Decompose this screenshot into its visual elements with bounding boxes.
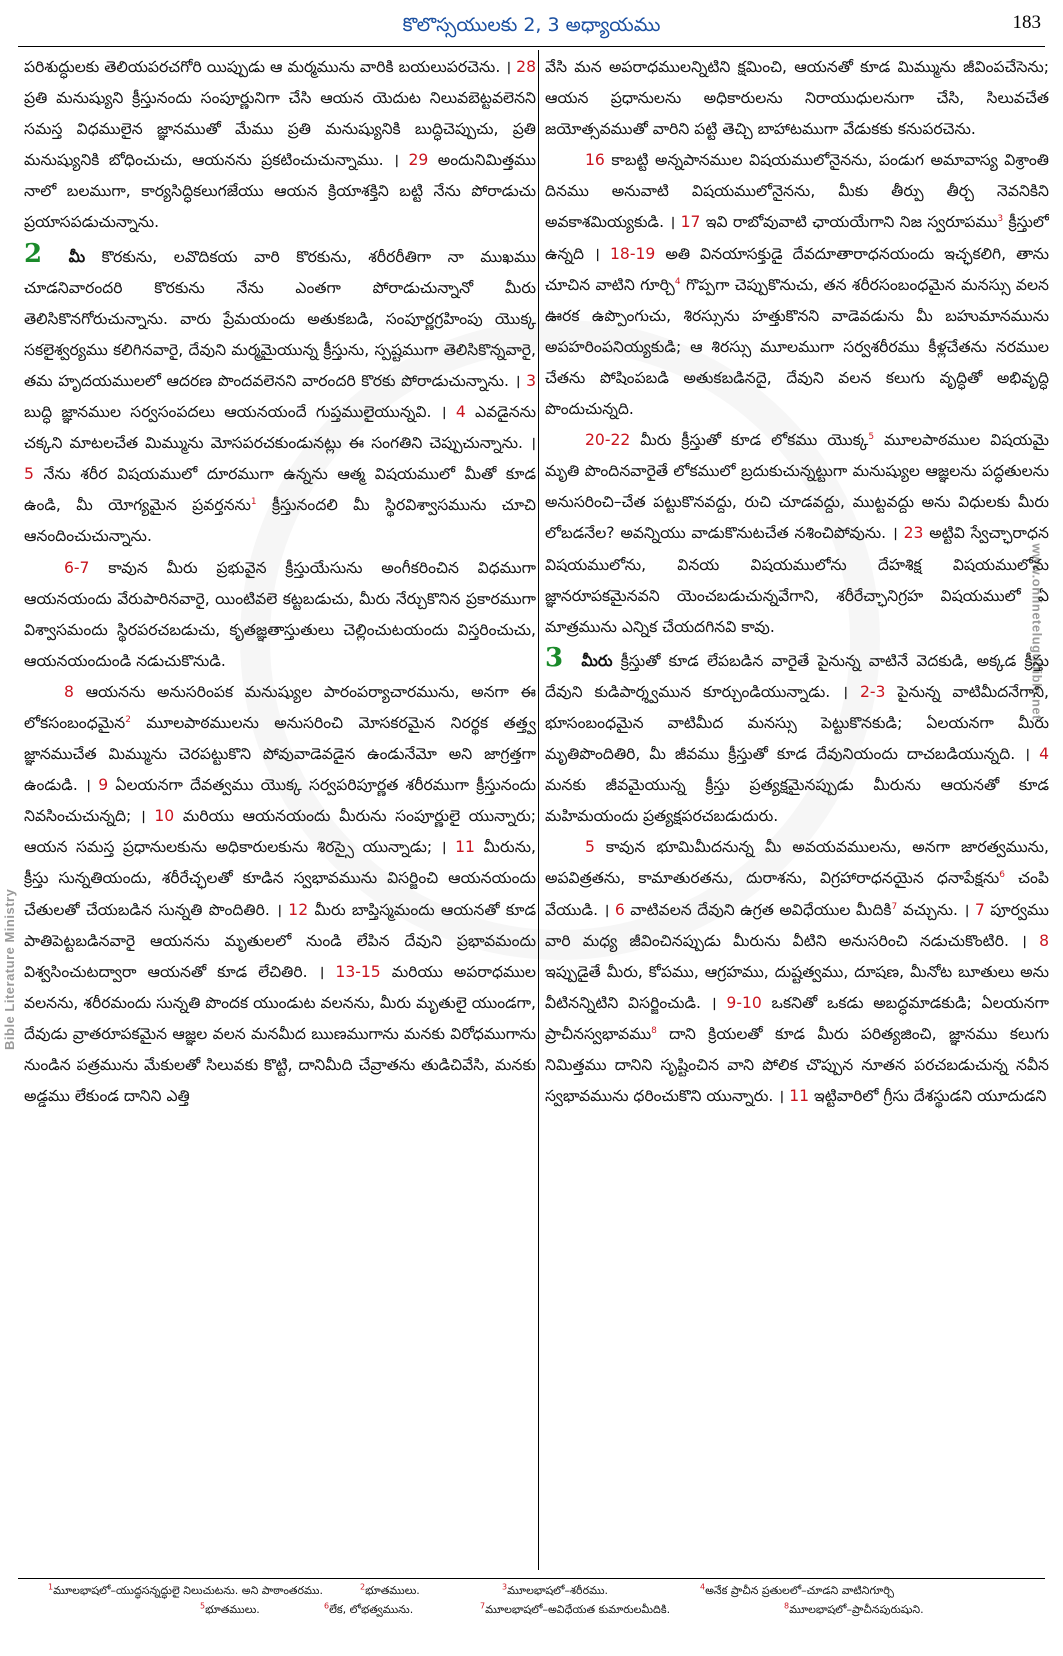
verse-number: 13-15: [335, 962, 381, 981]
verse-text: ఇట్టివారిలో గ్రీసు దేశస్థుడని యూదుడని: [814, 1087, 1047, 1106]
verse-number: 3: [526, 371, 536, 390]
verse-number: 4: [455, 403, 466, 422]
verse-text: కావున మీరు ప్రభువైన క్రీస్తుయేసును అంగీకరించిన విధముగా ఆయనయందు వేరుపారినవారై, యింటివలె కట్టబడుచు, మీరు నేర్చుకొనిన ప్రకారముగా విశ్వాసమందు స్థిరపరచబడుచు, కృతజ్ఞతాస్తుతులు చెల్లించుటయందు విస్తరించుచు, ఆయనయందుండి నడుచుకొనుడి.: [24, 558, 536, 670]
footnote: $^4$అనేక ప్రాచీన ప్రతులలో–చూడని వాటినిగూర్చి: [700, 1582, 894, 1597]
chapter-number: 3: [545, 642, 564, 673]
verse-number: 7: [974, 900, 985, 919]
verse-number: 5: [24, 465, 34, 484]
verse-text: మూలపాఠములను అనుసరించి మోసకరమైన నిరర్థక తత్త్వ జ్ఞానముచేత మిమ్మును చెరపట్టుకొని పోవువాడెవడైన ఉండునేమో అని జాగ్రత్తగా ఉండుడి. ।: [24, 713, 536, 795]
verse-text: దాని క్రియలతో కూడ మీరు పరిత్యజించి, జ్ఞానము కలుగు నిమిత్తము దానిని సృష్టించిన వాని పోలిక చొప్పున నూతన పరచబడుచున్న నవీన స్వభావమును ధరించుకొని యున్నారు. ।: [545, 1024, 1049, 1106]
verse-text: నేను శరీర విషయములో దూరముగా ఉన్నను ఆత్మ విషయములో మీతో కూడ ఉండి, మీ యోగ్యమైన ప్రవర్తనను: [24, 465, 536, 515]
footnote: $^5$భూతములు.: [200, 1601, 260, 1616]
verse-number: 2-3: [859, 682, 886, 701]
paragraph: [24, 553, 536, 677]
verse-number: 11: [789, 1087, 810, 1106]
footnote-marker: 3: [997, 214, 1004, 225]
page-number: 183: [1012, 12, 1041, 33]
footnote-marker: 6: [999, 870, 1006, 881]
paragraph: [545, 643, 1049, 833]
verse-number: 8: [1039, 931, 1049, 950]
verse-text: వచ్చును. ।: [902, 900, 970, 919]
verse-number: 10: [154, 807, 175, 826]
paragraph: [545, 425, 1049, 643]
side-text-left: Bible Literature Ministry: [2, 888, 17, 1050]
verse-number: 20-22: [585, 431, 631, 450]
footnote-marker: 5: [868, 431, 875, 442]
verse-text: అందునిమిత్తము నాలో బలముగా, కార్యసిద్ధికలుగజేయు ఆయన క్రియాశక్తిని బట్టి నేను పోరాడుచు ప్రయాసపడుచున్నాను.: [24, 151, 536, 232]
paragraph: [545, 52, 1049, 145]
verse-text: మూలపాఠముల విషయమై మృతి పొందినవారైతే లోకములో బ్రదుకుచున్నట్టుగా మనుష్యుల ఆజ్ఞలను పద్ధతులను అనుసరించి–చేత పట్టుకొనవద్దు, రుచి చూడవద్దు, ముట్టవద్దు అను విధులకు మీరు లోబడనేల? అవన్నియు వాడుకొనుటచేత నశించిపోవును. ।: [545, 431, 1049, 543]
verse-number: 9: [98, 776, 109, 795]
verse-text: బుద్ధి జ్ఞానముల సర్వసంపదలు ఆయనయందే గుప్తములైయున్నవి. ।: [24, 403, 447, 422]
page-title: కొలొస్సయులకు 2, 3 అధ్యాయము: [402, 14, 661, 36]
footnote-rule: [18, 1578, 1045, 1579]
footnote-marker: 2: [125, 714, 131, 725]
verse-text: మనకు జీవమైయున్న క్రీస్తు ప్రత్యక్షమైనప్పుడు మీరును ఆయనతో కూడ మహిమయందు ప్రత్యక్షపరచబడుదురు.: [545, 776, 1049, 826]
verse-text: చంపి వేయుడి. ।: [545, 869, 1049, 919]
verse-number: 12: [288, 900, 309, 919]
footnote: $^8$మూలభాషలో–ప్రాచీనపురుషుని.: [784, 1601, 924, 1616]
verse-text: ఆయనను అనుసరింపక మనుష్యుల పారంపర్యాచారమును, అనగా ఈ లోకసంబంధమైన: [24, 682, 536, 732]
verse-number: 28: [516, 58, 536, 76]
verse-text: మీరు బాప్తిస్మమందు ఆయనతో కూడ పాతిపెట్టబడినవారై ఆయనను మృతులలో నుండి లేపిన దేవుని ప్రభావమందు విశ్వసించుటద్వారా ఆయనతో కూడ లేచితిరి. ।: [24, 900, 536, 981]
verse-text: వాటివలన దేవుని ఉగ్రత అవిధేయుల మీదికి: [630, 900, 892, 919]
footnote-marker: 8: [651, 1025, 657, 1036]
side-text-right: www.onlinetelugubible.net: [1030, 543, 1045, 720]
paragraph: [24, 52, 536, 239]
paragraph: [24, 239, 536, 553]
verse-number: 18-19: [610, 244, 656, 263]
footnote: $^6$లేక, లోభత్వమును.: [324, 1601, 414, 1616]
verse-text: ఏలయనగా దేవత్వము యొక్క సర్వపరిపూర్ణత శరీరముగా క్రీస్తునందు నివసించుచున్నది; ।: [24, 776, 536, 826]
footnote: $^3$మూలభాషలో–శరీరము.: [502, 1582, 609, 1597]
verse-text: ఎవడైనను చక్కని మాటలచేత మిమ్మును మోసపరచకుండునట్లు ఈ సంగతిని చెప్పుచున్నాను. ।: [24, 403, 536, 453]
chapter-first-word: మీరు: [581, 651, 613, 670]
verse-text: పైనున్న వాటిమీదనేగాని, భూసంబంధమైన వాటిమీద మనస్సు పెట్టుకొనకుడి; ఏలయనగా మీరు మృతిపొందితిరి, మీ జీవము క్రీస్తుతో కూడ దేవునియందు దాచబడియున్నది. ।: [545, 682, 1049, 764]
footnote: $^1$మూలభాషలో–యుద్ధసన్నద్ధులై నిలుచుటను. అని పాఠాంతరము.: [48, 1582, 323, 1597]
verse-text: ఇవి రాబోవువాటి ఛాయయేగాని నిజ స్వరూపము: [705, 213, 998, 232]
verse-number: 9-10: [726, 993, 762, 1012]
verse-number: 4: [1039, 745, 1049, 764]
verse-text: క్రీస్తునందలి మీ స్థిరవిశ్వాసమును చూచి ఆనందించుచున్నాను.: [24, 496, 536, 546]
footnote: $^2$భూతములు.: [360, 1582, 420, 1597]
paragraph: [545, 832, 1049, 1112]
verse-number: 23: [903, 524, 924, 543]
verse-number: 16: [585, 151, 605, 170]
chapter-first-word: మీ: [68, 247, 86, 266]
page-header: [0, 4, 1063, 44]
verse-number: 17: [680, 213, 701, 232]
verse-text: మీరును, క్రీస్తు సున్నతియందు, శరీరేచ్ఛలతో కూడిన స్వభావమును విసర్జించి ఆయనయందు చేతులతో చేయబడిన సున్నతి పొందితిరి. ।: [24, 838, 536, 919]
verse-text: మరియు ఆయనయందు మీరును సంపూర్ణులై యున్నారు; ఆయన సమస్త ప్రధానులకును అధికారులకును శిరస్సై యున్నాడు; ।: [24, 807, 536, 857]
verse-text: క్రీస్తులో ఉన్నది ।: [545, 213, 1049, 263]
verse-text: మీరు క్రీస్తుతో కూడ లోకము యొక్క: [640, 431, 869, 450]
verse-text: కావున భూమిమీదనున్న మీ అవయవములను, అనగా జారత్వమును, అపవిత్రతను, కామాతురతను, దురాశను, విగ్రహారాధనయైన ధనాపేక్షను: [545, 838, 1049, 888]
verse-text: పూర్వము వారి మధ్య జీవించినప్పుడు మీరును వీటిని అనుసరించి నడుచుకొంటిరి. ।: [545, 900, 1049, 950]
verse-number: 11: [455, 838, 475, 857]
verse-number: 6-7: [64, 558, 90, 577]
footnote-marker: 4: [674, 276, 681, 287]
right-column: [545, 52, 1049, 1572]
verse-number: 6: [614, 900, 625, 919]
column-divider: [538, 50, 539, 1570]
verse-text: గొప్పగా చెప్పుకొనుచు, తన శరీరసంబంధమైన మనస్సు వలన ఊరక ఉప్పొంగుచు, శిరస్సును హత్తుకొనని వాడెవడును మీ బహుమానమును అపహరింపనియ్యకుడి; ఆ శిరస్సు మూలముగా సర్వశరీరము కీళ్లచేతను నరముల చేతను పోషింపబడి అతుకబడినదై, దేవుని వలన కలుగు వృద్ధితో అభివృద్ధి పొందుచున్నది.: [545, 275, 1049, 419]
verse-number: 5: [585, 838, 595, 857]
verse-text: అట్టివి స్వేచ్ఛారాధన విషయములోను, వినయ విషయములోను దేహశిక్ష విషయములోను జ్ఞానరూపకమైనవని యెంచబడుచున్నవేగాని, శరీరేచ్ఛానిగ్రహ విషయములో ఏ మాత్రమును ఎన్నిక చేయదగినవి కావు.: [545, 524, 1049, 636]
chapter-number: 2: [24, 238, 43, 269]
footnote-marker: 1: [250, 497, 257, 508]
verse-text: ఇప్పుడైతే మీరు, కోపము, ఆగ్రహము, దుష్టత్వము, దూషణ, మీనోట బూతులు అను వీటినన్నిటిని విసర్జించుడి. ।: [545, 962, 1049, 1012]
verse-text: వేసి మన అపరాధములన్నిటిని క్షమించి, ఆయనతో కూడ మిమ్మును జీవింపచేసెను; ఆయన ప్రధానులను అధికారులను నిరాయుధులనుగా చేసి, సిలువచేత జయోత్సవముతో వారిని పట్టి తెచ్చి బాహాటముగా వేడుకకు కనుపరచెను.: [545, 58, 1049, 139]
left-column: [24, 52, 536, 1572]
verse-text: కొరకును, లవొదికయ వారి కొరకును, శరీరరీతిగా నా ముఖము చూడనివారందరి కొరకును నేను ఎంతగా పోరాడుచున్నానో మీరు తెలిసికొనగోరుచున్నాను. వారు ప్రేమయందు అతుకబడి, సంపూర్ణగ్రహింపు యొక్క సకలైశ్వర్యము కలిగినవారై, దేవుని మర్మమైయున్న క్రీస్తును, స్పష్టముగా తెలిసికొన్నవారై, తమ హృదయములలో ఆదరణ పొందవలెనని వారందరి కొరకు పోరాడుచున్నాను. ।: [24, 247, 536, 390]
footnote: $^7$మూలభాషలో–అవిధేయత కుమారులమీదికి.: [480, 1601, 671, 1616]
paragraph: [24, 677, 536, 1112]
footnotes: [24, 1582, 1044, 1620]
verse-number: 8: [64, 682, 74, 701]
verse-text: క్రీస్తుతో కూడ లేపబడిన వారైతే పైనున్న వాటినే వెదకుడి, అక్కడ క్రీస్తు దేవుని కుడిపార్శ్వమున కూర్చుండియున్నాడు. ।: [545, 651, 1049, 701]
verse-text: ప్రతి మనుష్యుని క్రీస్తునందు సంపూర్ణునిగా చేసి ఆయన యెదుట నిలువబెట్టవలెనని సమస్త విధములైన జ్ఞానముతో మేము ప్రతి మనుష్యునికి బుద్ధిచెప్పుచు, ప్రతి మనుష్యునికి బోధించుచు, ఆయనను ప్రకటించుచున్నాము. ।: [24, 89, 536, 170]
header-rule: [18, 46, 1045, 47]
paragraph: [545, 145, 1049, 425]
verse-number: 29: [408, 151, 429, 170]
verse-text: కాబట్టి అన్నపానముల విషయములోనైనను, పండుగ అమావాస్య విశ్రాంతి దినము అనువాటి విషయములోనైనను, మీకు తీర్పు తీర్చ నెవనికిని అవకాశమియ్యకుడి. ।: [545, 151, 1049, 232]
verse-text: మరియు అపరాధముల వలనను, శరీరమందు సున్నతి పొందక యుండుట వలనను, మీరు మృతులై యుండగా, దేవుడు వ్రాతరూపకమైన ఆజ్ఞల వలన మనమీద ఋణముగాను మనకు విరోధముగాను నుండిన పత్రమును మేకులతో సిలువకు కొట్టి, దానిమీది చేవ్రాతను తుడిచివేసి, మనకు అడ్డము లేకుండ దానిని ఎత్తి: [24, 962, 536, 1106]
verse-text: ఒకనితో ఒకడు అబద్ధమాడకుడి; ఏలయనగా ప్రాచీనస్వభావము: [545, 993, 1049, 1043]
verse-text: అతి వినయాసక్తుడై దేవదూతారాధనయందు ఇచ్ఛకలిగి, తాను చూచిన వాటిని గూర్చి: [545, 244, 1049, 294]
verse-text: పరిశుద్ధులకు తెలియపరచగోరి యిప్పుడు ఆ మర్మమును వారికి బయలుపరచెను. ।: [24, 58, 512, 76]
footnote-marker: 7: [891, 901, 898, 912]
